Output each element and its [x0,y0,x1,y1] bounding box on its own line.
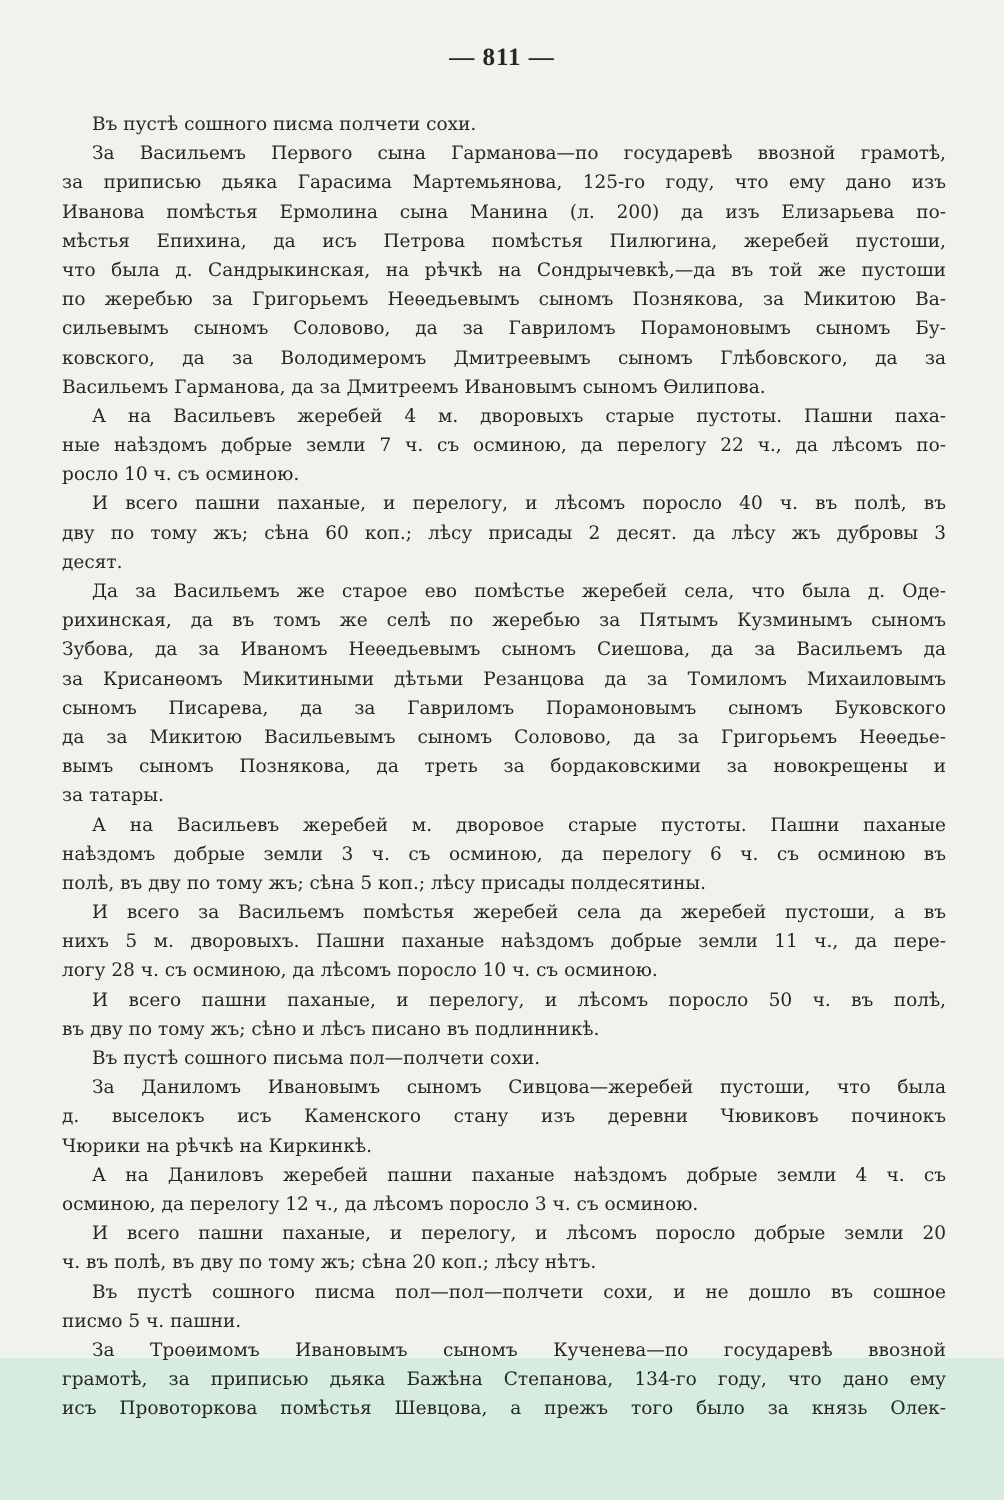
text-line: За Даниломъ Ивановымъ сыномъ Сивцова—жеребей пустоши, что была [92,1077,946,1099]
text-line: Чюрики на рѣчкѣ на Киркинкѣ. [62,1135,372,1157]
text-line: Зубова, да за Иваномъ Неѳедьевымъ сыномъ Сиешова, да за Васильемъ да [62,639,946,661]
text-line: И всего пашни паханые, и перелогу, и лѣсомъ поросло добрые земли 20 [92,1223,946,1245]
text-line: И всего за Васильемъ помѣстья жеребей села да жеребей пустоши, а въ [92,902,946,924]
text-line: сильевымъ сыномъ Соловово, да за Гавриломъ Порамоновымъ сыномъ Бу- [62,318,946,340]
text-line: Въ пустѣ сошного писма пол—пол—полчети сохи, и не дошло въ сошное [92,1281,946,1303]
text-line: вымъ сыномъ Познякова, да треть за бордаковскими за новокрещены и [62,756,946,778]
text-line: Въ пустѣ сошного писма полчети сохи. [92,114,477,135]
text-line: А на Даниловъ жеребей пашни паханые наѣздомъ добрые земли 4 ч. съ [92,1164,946,1186]
text-line: логу 28 ч. съ осминою, да лѣсомъ поросло 10 ч. съ осминою. [62,960,658,982]
text-line: нихъ 5 м. дворовыхъ. Пашни паханые наѣздомъ добрые земли 11 ч., да пере- [62,931,946,953]
text-line: Да за Васильемъ же старое ево помѣстье жеребей села, что была д. Оде- [92,581,946,602]
text-line: И всего пашни паханые, и перелогу, и лѣсомъ поросло 40 ч. въ полѣ, въ [92,493,946,515]
text-line: десят. [62,551,123,573]
text-line: ч. въ полѣ, въ дву по тому жъ; сѣна 20 коп.; лѣсу нѣтъ. [62,1252,597,1274]
text-line: мѣстья Епихина, да исъ Петрова помѣстья Пилюгина, жеребей пустоши, [62,230,946,252]
text-line: что была д. Сандрыкинская, на рѣчкѣ на Сондрычевкѣ,—да въ той же пустоши [62,259,946,281]
text-line: сыномъ Писарева, да за Гавриломъ Порамоновымъ сыномъ Буковского [62,697,946,719]
text-line: за приписью дьяка Гарасима Мартемьянова, 125-го году, что ему дано изъ [62,172,946,194]
text-line: грамотѣ, за приписью дьяка Бажѣна Степанова, 134-го году, что дано ему [62,1369,946,1391]
body-text [62,110,946,1423]
text-line: И всего пашни паханые, и перелогу, и лѣсомъ поросло 50 ч. въ полѣ, [92,989,946,1011]
text-line: рихинская, да въ томъ же селѣ по жеребью за Пятымъ Кузминымъ сыномъ [62,610,946,632]
text-line: За Троѳимомъ Ивановымъ сыномъ Кученева—по государевѣ ввозной [92,1339,946,1361]
text-line: Въ пустѣ сошного письма пол—полчети сохи. [92,1048,541,1069]
text-line: ковского, да за Володимеромъ Дмитреевымъ сыномъ Глѣбовского, да за [62,347,946,369]
text-line: писмо 5 ч. пашни. [62,1310,242,1332]
text-line: исъ Провоторкова помѣстья Шевцова, а прежъ того было за князь Олек- [62,1398,946,1420]
text-line: за татары. [62,785,164,807]
text-line: за Крисанѳомъ Микитиными дѣтьми Резанцова да за Томиломъ Михаиловымъ [62,668,946,690]
text-line: осминою, да перелогу 12 ч., да лѣсомъ поросло 3 ч. съ осминою. [62,1193,699,1215]
text-line: наѣздомъ добрые земли 3 ч. съ осминою, да перелогу 6 ч. съ осминою въ [62,843,946,865]
text-line: дву по тому жъ; сѣна 60 коп.; лѣсу присады 2 десят. да лѣсу жъ дубровы 3 [62,522,946,544]
text-line: полѣ, въ дву по тому жъ; сѣна 5 коп.; лѣсу присады полдесятины. [62,872,707,894]
text-line: ные наѣздомъ добрые земли 7 ч. съ осминою, да перелогу 22 ч., да лѣсомъ по- [62,435,946,457]
text-line: Васильемъ Гарманова, да за Дмитреемъ Ивановымъ сыномъ Ѳилипова. [62,376,766,398]
text-line: А на Васильевъ жеребей м. дворовое старые пустоты. Пашни паханые [92,814,946,836]
text-line: д. выселокъ исъ Каменского стану изъ деревни Чювиковъ починокъ [62,1106,946,1128]
text-line: А на Васильевъ жеребей 4 м. дворовыхъ старые пустоты. Пашни паха- [92,405,946,427]
text-line: росло 10 ч. съ осминою. [62,464,300,486]
text-line: въ дву по тому жъ; сѣно и лѣсъ писано въ подлинникѣ. [62,1018,600,1040]
text-line: За Васильемъ Первого сына Гарманова—по государевѣ ввозной грамотѣ, [92,143,946,165]
page-number: — 811 — [449,44,555,71]
text-line: Иванова помѣстья Ермолина сына Манина (л. 200) да изъ Елизарьева по- [62,201,946,223]
text-line: по жеребью за Григорьемъ Неѳедьевымъ сыномъ Познякова, за Микитою Ва- [62,289,946,311]
text-line: да за Микитою Васильевымъ сыномъ Соловово, да за Григорьемъ Неѳедье- [62,726,946,748]
